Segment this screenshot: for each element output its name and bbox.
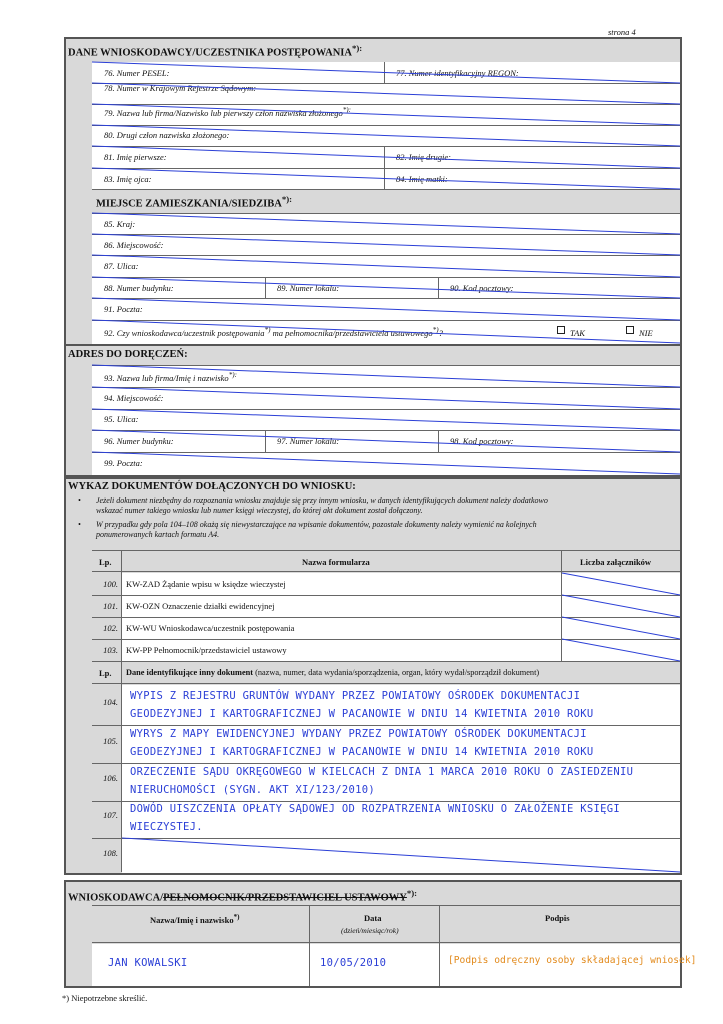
col-attachment-count: Liczba załączników	[580, 557, 652, 567]
sig-col-date-sub: (dzień/miesiąc/rok)	[341, 926, 399, 935]
field-86-city[interactable]: 86. Miejscowość:	[104, 240, 164, 250]
checkbox-yes[interactable]	[557, 326, 565, 334]
field-91-post-office[interactable]: 91. Poczta:	[104, 304, 143, 314]
note-1: Jeżeli dokument niezbędny do rozpoznania wniosku znajduje się przy innym wniosku, w danych identyfikujących dokument należy dodatkowo wskazać numer takiego wniosku lub numer księgi wieczystej, do której akt dokument został dołączony.	[96, 496, 548, 515]
residence-fields-area	[92, 213, 680, 344]
documents-section-title: WYKAZ DOKUMENTÓW DOŁĄCZONYCH DO WNIOSKU:	[68, 481, 356, 492]
field-92-question: 92. Czy wnioskodawca/uczestnik postępowania*) ma pełnomocnika/przedstawiciela ustawowego*)?	[104, 326, 443, 338]
sig-col-name: Nazwa/Imię i nazwisko*)	[150, 913, 240, 925]
field-87-street[interactable]: 87. Ulica:	[104, 261, 139, 271]
field-83-father-name[interactable]: 83. Imię ojca:	[104, 174, 152, 184]
doc-104-line1[interactable]: WYPIS Z REJESTRU GRUNTÓW WYDANY PRZEZ POWIATOWY OŚRODEK DOKUMENTACJI	[130, 690, 581, 702]
doc-108-number: 108.	[103, 848, 118, 858]
sig-col-sign: Podpis	[545, 913, 570, 923]
row-102-number: 102.	[103, 623, 118, 633]
col-lp-2: Lp.	[99, 668, 112, 678]
sig-date-value[interactable]: 10/05/2010	[320, 957, 387, 969]
field-78-krs[interactable]: 78. Numer w Krajowym Rejestrze Sądowym:	[104, 83, 257, 93]
row-103-number: 103.	[103, 645, 118, 655]
note-2: W przypadku gdy pola 104–108 okażą się niewystarczające na wpisanie dokumentów, pozostałe dokumenty należy wymienić na kolejnych ponumerowanych kartach formatu A4.	[96, 520, 537, 539]
doc-106-line1[interactable]: ORZECZENIE SĄDU OKRĘGOWEGO W KIELCACH Z DNIA 1 MARCA 2010 ROKU O ZASIEDZENIU	[130, 766, 634, 778]
field-79-name[interactable]: 79. Nazwa lub firma/Nazwisko lub pierwszy człon nazwiska złożonego*):	[104, 106, 351, 118]
checkbox-no-label: NIE	[639, 328, 653, 338]
doc-106-number: 106.	[103, 773, 118, 783]
field-81-first-name[interactable]: 81. Imię pierwsze:	[104, 152, 167, 162]
doc-107-number: 107.	[103, 810, 118, 820]
other-doc-header: Dane identyfikujące inny dokument (nazwa, numer, data wydania/sporządzenia, organ, który wydał/sporządził dokument)	[126, 668, 540, 677]
field-82-second-name[interactable]: 82. Imię drugie:	[396, 152, 452, 162]
sig-name-value[interactable]: JAN KOWALSKI	[108, 957, 188, 969]
field-98-postal[interactable]: 98. Kod pocztowy:	[450, 436, 514, 446]
sig-signature-placeholder[interactable]: [Podpis odręczny osoby składającej wniosek]	[448, 955, 697, 966]
note-bullet-1: •	[78, 496, 81, 505]
doc-105-line1[interactable]: WYRYS Z MAPY EWIDENCYJNEJ WYDANY PRZEZ POWIATOWY OŚRODEK DOKUMENTACJI	[130, 728, 587, 740]
doc-104-number: 104.	[103, 697, 118, 707]
checkbox-no[interactable]	[626, 326, 634, 334]
checkbox-yes-label: TAK	[570, 328, 585, 338]
sig-col-date: Data	[364, 913, 382, 923]
applicant-fields-area	[92, 62, 680, 190]
field-90-postal[interactable]: 90. Kod pocztowy:	[450, 283, 514, 293]
doc-105-number: 105.	[103, 736, 118, 746]
field-80-second-surname[interactable]: 80. Drugi człon nazwiska złożonego:	[104, 130, 230, 140]
field-95-street[interactable]: 95. Ulica:	[104, 414, 139, 424]
field-88-building[interactable]: 88. Numer budynku:	[104, 283, 174, 293]
field-84-mother-name[interactable]: 84. Imię matki:	[396, 174, 448, 184]
footnote: *) Niepotrzebne skreślić.	[62, 993, 148, 1003]
field-77-regon[interactable]: 77. Numer identyfikacyjny REGON:	[396, 68, 519, 78]
page-number: strona 4	[608, 27, 636, 37]
row-101-number: 101.	[103, 601, 118, 611]
row-103-name: KW-PP Pełnomocnik/przedstawiciel ustawowy	[126, 645, 287, 655]
field-76-pesel[interactable]: 76. Numer PESEL:	[104, 68, 170, 78]
doc-106-line2[interactable]: NIERUCHOMOŚCI (SYGN. AKT XI/123/2010)	[130, 784, 375, 796]
doc-104-line2[interactable]: GEODEZYJNEJ I KARTOGRAFICZNEJ W PACANOWIE W DNIU 14 KWIETNIA 2010 ROKU	[130, 708, 594, 720]
field-89-apartment[interactable]: 89. Numer lokalu:	[277, 283, 340, 293]
applicant-section-title: DANE WNIOSKODAWCY/UCZESTNIKA POSTĘPOWANIA*):	[68, 43, 363, 59]
delivery-section-title: ADRES DO DORĘCZEŃ:	[68, 349, 188, 360]
field-99-post-office[interactable]: 99. Poczta:	[104, 458, 143, 468]
doc-107-line1[interactable]: DOWÓD UISZCZENIA OPŁATY SĄDOWEJ OD ROZPATRZENIA WNIOSKU O ZAŁOŻENIE KSIĘGI	[130, 803, 620, 815]
residence-section-title: MIEJSCE ZAMIESZKANIA/SIEDZIBA*):	[96, 194, 293, 210]
field-85-country[interactable]: 85. Kraj:	[104, 219, 136, 229]
row-102-name: KW-WU Wnioskodawca/uczestnik postępowania	[126, 623, 295, 633]
row-100-name: KW-ZAD Żądanie wpisu w księdze wieczystej	[126, 579, 286, 589]
row-101-name: KW-OZN Oznaczenie działki ewidencyjnej	[126, 601, 275, 611]
field-96-building[interactable]: 96. Numer budynku:	[104, 436, 174, 446]
note-bullet-2: •	[78, 520, 81, 529]
row-100-number: 100.	[103, 579, 118, 589]
col-form-name: Nazwa formularza	[302, 557, 370, 567]
doc-105-line2[interactable]: GEODEZYJNEJ I KARTOGRAFICZNEJ W PACANOWIE W DNIU 14 KWIETNIA 2010 ROKU	[130, 746, 594, 758]
field-93-name[interactable]: 93. Nazwa lub firma/Imię i nazwisko*):	[104, 371, 237, 383]
field-94-city[interactable]: 94. Miejscowość:	[104, 393, 164, 403]
col-lp: Lp.	[99, 557, 112, 567]
signature-section-title: WNIOSKODAWCA/PEŁNOMOCNIK/PRZEDSTAWICIEL USTAWOWY*):	[68, 888, 418, 904]
field-97-apartment[interactable]: 97. Numer lokalu:	[277, 436, 340, 446]
doc-107-line2[interactable]: WIECZYSTEJ.	[130, 821, 203, 833]
